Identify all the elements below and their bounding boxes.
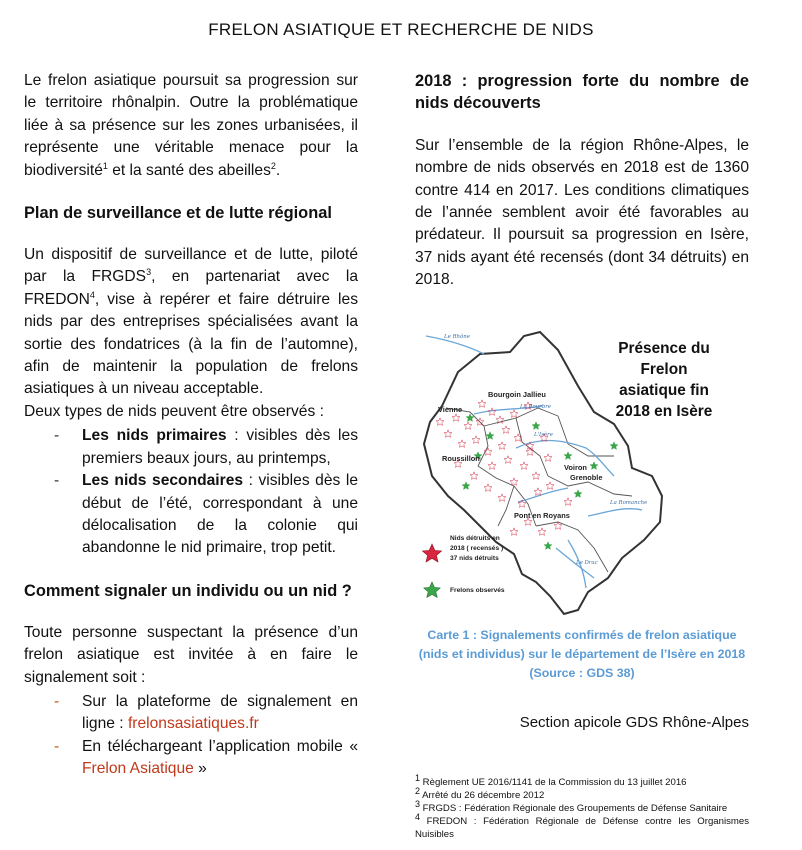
footnote-ref-3: 3 — [146, 267, 152, 278]
footnote — [415, 798, 749, 815]
intro-text-end: . — [275, 161, 281, 179]
report-paragraph: Toute personne suspectant la présence d’un frelon asiatique est invitée à en faire le signalement soit : — [24, 623, 358, 686]
footnote-ref-4: 4 — [89, 289, 95, 300]
dash-bullet: - — [54, 737, 60, 755]
footnote-text: Arrêté du 26 décembre 2012 — [420, 790, 545, 801]
item-text: Sur la plateforme de signalement en ligne : — [82, 692, 358, 733]
nest-types-list — [24, 425, 358, 559]
city-label: Pont en Royans — [514, 511, 570, 520]
list-item — [24, 470, 358, 560]
river-label: Le Drac — [576, 560, 598, 566]
progress-heading: 2018 : progression forte du nombre de nids découverts — [415, 72, 749, 113]
dash-bullet: - — [54, 472, 60, 490]
city-label: Grenoble — [570, 473, 603, 482]
map-caption — [415, 626, 749, 683]
caption-line: (nids et individus) sur le département de l’Isère en 2018 — [418, 647, 746, 661]
map-title-line: Frelon — [640, 361, 688, 378]
list-item — [24, 691, 358, 736]
map-title-line: asiatique fin — [619, 382, 709, 399]
isere-outline — [424, 332, 662, 614]
city-label: Roussillon — [442, 454, 480, 463]
report-list — [24, 691, 358, 781]
app-link[interactable]: Frelon Asiatique — [82, 760, 194, 778]
footnote-number: 2 — [415, 785, 421, 796]
plan-text-a: Un dispositif de surveillance et de lutte, piloté par la FRGDS — [24, 246, 358, 286]
dash-bullet: - — [54, 427, 60, 445]
list-item — [24, 736, 358, 781]
footnote — [415, 772, 749, 789]
river-label: Le Rhône — [444, 334, 470, 340]
intro-text-2: et la santé des abeilles — [107, 161, 271, 179]
plan-heading: Plan de surveillance et de lutte régional — [24, 204, 332, 223]
intro-paragraph — [24, 70, 358, 182]
right-column — [415, 70, 749, 292]
footnote-ref-1: 1 — [102, 160, 108, 171]
types-intro: Deux types de nids peuvent être observés : — [24, 402, 324, 420]
legend-green-star — [424, 582, 440, 597]
progress-paragraph: Sur l’ensemble de la région Rhône-Alpes, le nombre de nids observés en 2018 est de 1360 contre 414 en 2017. Les conditions climatiques de l’année semblent avoir été favorables au prédateur. Il poursuit sa progression en Isère, 37 nids ayant été recensés (dont 34 détruits) en 2018. — [415, 136, 749, 289]
list-item — [24, 425, 358, 470]
map-legend — [422, 535, 505, 597]
river-label: L'Isère — [534, 432, 553, 438]
item-bold: Les nids secondaires — [82, 472, 244, 490]
footnote-number: 1 — [415, 772, 421, 783]
footnote-text: FRGDS : Fédération Régionale des Groupements de Défense Sanitaire — [420, 803, 728, 814]
legend-red-text: Nids détruits en — [450, 535, 500, 542]
item-text: : visibles dès les premiers beaux jours, au printemps, — [82, 427, 358, 467]
map-title-line: 2018 en Isère — [615, 403, 713, 420]
footnote — [415, 785, 749, 802]
legend-red-text: 37 nids détruits — [450, 555, 499, 562]
section-signature: Section apicole GDS Rhône-Alpes — [519, 714, 749, 731]
item-text: : visibles dès le début de l’été, correspondant à une délocalisation de la colonie qui abandonne le nid primaire, trop petit. — [82, 472, 358, 557]
item-text: En téléchargeant l’application mobile « — [82, 737, 358, 755]
intro-text: Le frelon asiatique poursuit sa progression sur le territoire rhônalpin. Outre la problématique liée à sa présence sur les zones urbanisées, il représente une véritable menace pour la biodiversité — [24, 72, 358, 179]
platform-link[interactable]: frelonsasiatiques.fr — [127, 715, 259, 733]
legend-green-text: Frelons observés — [450, 587, 505, 594]
city-label: Vienne — [438, 405, 463, 414]
city-label: Voiron — [564, 463, 587, 472]
footnote-text: Règlement UE 2016/1141 de la Commission du 13 juillet 2016 — [420, 777, 687, 788]
city-label: Bourgoin Jallieu — [488, 390, 546, 399]
footnotes — [415, 772, 749, 841]
footnote — [415, 811, 749, 841]
river-label: La Romanche — [610, 500, 648, 506]
plan-paragraph — [24, 244, 358, 401]
legend-red-text: 2018 ( recensés ) — [450, 545, 504, 552]
dash-bullet: - — [54, 692, 60, 710]
isere-map — [418, 326, 748, 620]
footnote-text: FREDON : Fédération Régionale de Défense contre les Organismes Nuisibles — [415, 816, 749, 840]
plan-text-b: , en partenariat avec la FREDON — [24, 268, 358, 308]
item-bold: Les nids primaires — [82, 427, 227, 445]
legend-red-star — [422, 544, 441, 562]
left-column — [24, 70, 358, 781]
map-title-line: Présence du — [618, 340, 710, 357]
footnote-ref-2: 2 — [270, 160, 276, 171]
report-heading: Comment signaler un individu ou un nid ? — [24, 581, 352, 600]
item-text-end: » — [193, 760, 207, 778]
map-title — [616, 340, 713, 420]
plan-text-c: , vise à repérer et faire détruire les nids par des entreprises spécialisées avant la sortie des fondatrices (à la fin de l’automne), afin de maintenir la population de frelons asiatiques à un niveau acceptable. — [24, 290, 358, 398]
page-title: FRELON ASIATIQUE ET RECHERCHE DE NIDS — [208, 20, 594, 39]
caption-line: Carte 1 : Signalements confirmés de frelon asiatique — [427, 628, 737, 642]
river-label: La Bourbre — [520, 404, 551, 410]
caption-line: (Source : GDS 38) — [529, 666, 635, 680]
footnote-number: 4 — [415, 811, 421, 822]
footnote-number: 3 — [415, 798, 421, 809]
